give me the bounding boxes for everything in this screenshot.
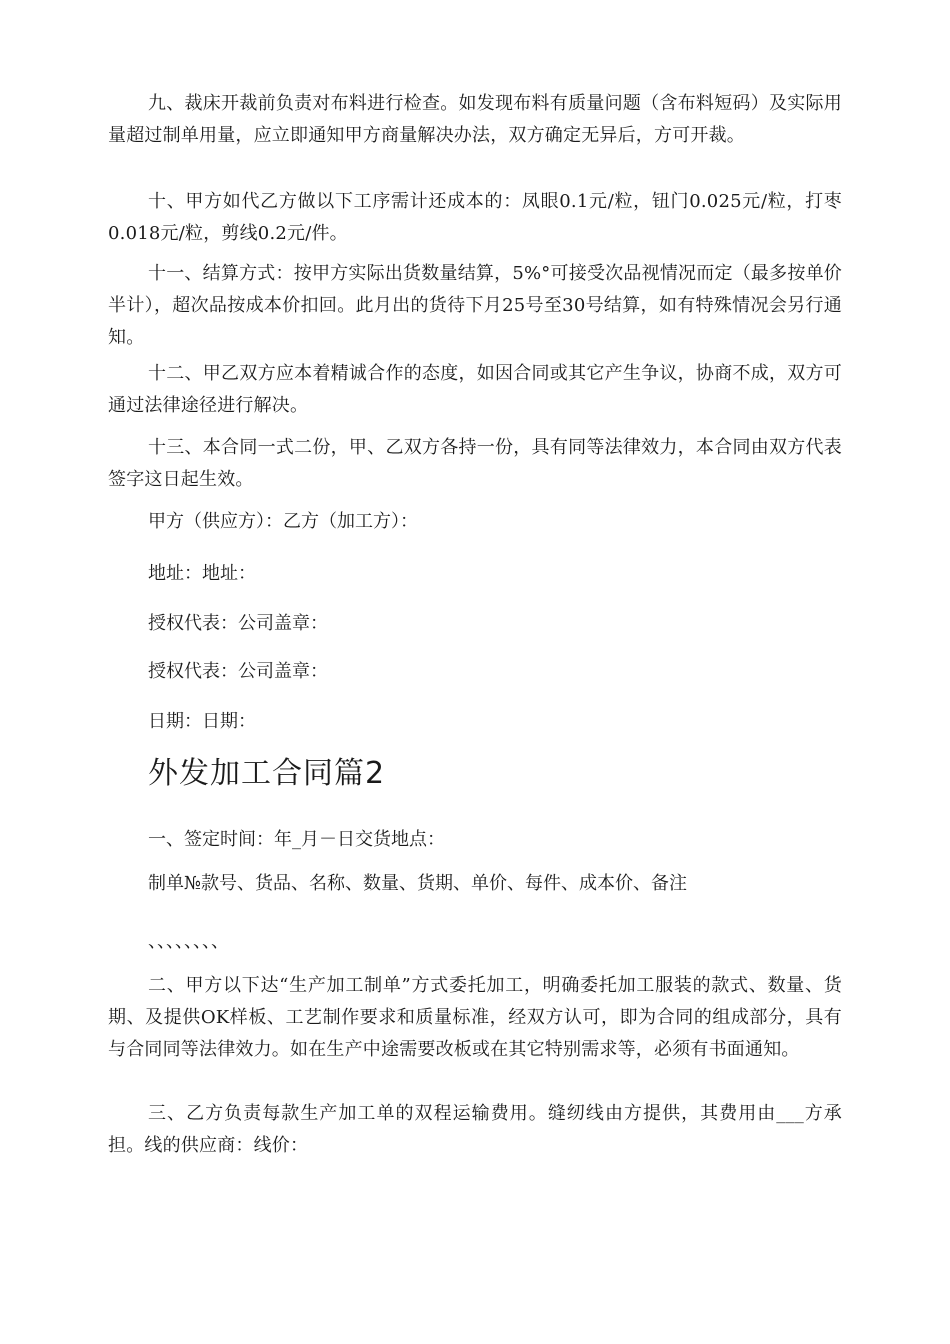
clause-11: 十一、结算方式：按甲方实际出货数量结算，5%°可接受次品视情况而定（最多按单价半计），超次品按成本价扣回。此月出的货待下月25号至30号结算，如有特殊情况会另行通知。 <box>108 263 842 348</box>
section-heading: 外发加工合同篇2 <box>148 756 386 791</box>
signature-representative-2: 授权代表：公司盖章： <box>148 661 328 682</box>
signature-address: 地址：地址： <box>148 563 256 584</box>
clause-2: 二、甲方以下达“生产加工制单”方式委托加工，明确委托加工服装的款式、数量、货期、及提供OK样板、工艺制作要求和质量标准，经双方认可，即为合同的组成部分，具有与合同同等法律效力。如在生产中途需要改板或在其它特别需求等，必须有书面通知。 <box>108 975 842 1060</box>
clause-10: 十、甲方如代乙方做以下工序需计还成本的：凤眼0.1元/粒，钮门0.025元/粒，打枣0.018元/粒，剪线0.2元/件。 <box>108 191 842 244</box>
signature-date: 日期：日期： <box>148 711 256 732</box>
signature-representative-1: 授权代表：公司盖章： <box>148 613 328 634</box>
signature-parties: 甲方（供应方）：乙方（加工方）： <box>148 511 418 532</box>
sign-time-line: 一、签定时间：年_月－日交货地点： <box>148 829 445 850</box>
clause-13: 十三、本合同一式二份，甲、乙双方各持一份，具有同等法律效力，本合同由双方代表签字这日起生效。 <box>108 437 842 490</box>
order-columns-line: 制单№款号、货品、名称、数量、货期、单价、每件、成本价、备注 <box>148 873 688 894</box>
clause-9: 九、裁床开裁前负责对布料进行检查。如发现布料有质量问题（含布料短码）及实际用量超过制单用量，应立即通知甲方商量解决办法，双方确定无异后，方可开裁。 <box>108 93 842 146</box>
clause-12: 十二、甲乙双方应本着精诚合作的态度，如因合同或其它产生争议，协商不成，双方可通过法律途径进行解决。 <box>108 363 842 416</box>
clause-3: 三、乙方负责每款生产加工单的双程运输费用。缝纫线由方提供，其费用由___方承担。线的供应商：线价： <box>108 1103 842 1156</box>
separator-line: 、、、、、、、、 <box>148 931 229 952</box>
